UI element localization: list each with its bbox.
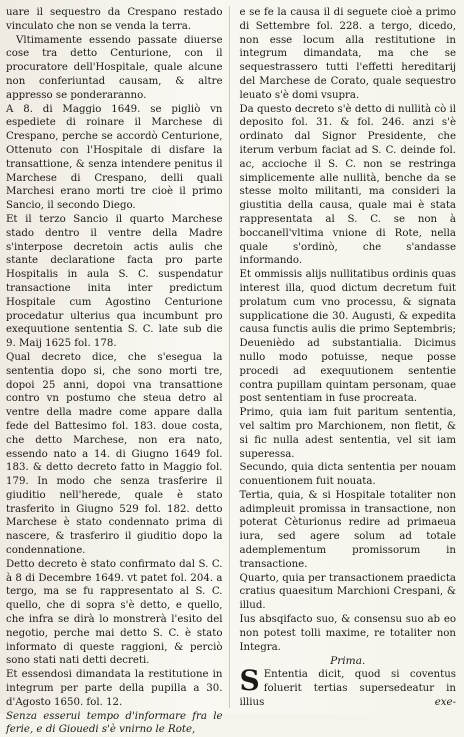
left-paragraph-5: Qual decreto dice, che s'esegua la sententia dopo si, che sono morti tre, dopoi 25 anni, dopoi vna transattione contro vn postumo che steua detro al ventre della madre come appare dalla fede del Battesimo fol. 183. doue costa, che detto Marchese, non era nato, essendo nato a 14. di Giugno 1649 fol. 183. & detto decreto fatto in Maggio fol. 179. In modo che senza trasferire il giuditio nell'herede, quale è stato trasferito in Giugno 529 fol. 182. detto Marchese è stato condennato prima di nascere, & trasferiro il giuditio dopo la condennatione. (6, 351, 223, 557)
left-column (6, 6, 230, 736)
left-paragraph-6: Detto decreto è stato confirmato dal S. C. à 8 di Decembre 1649. vt patet fol. 204. a tergo, ma se fu rappresentato al S. C. quello, che di sopra s'è detto, e quello, che infra se dirà lo monstrerà l'esito del negotio, perche mai detto S. C. è stato informato di queste raggioni, & perciò sono stati nati detti decreti. (6, 558, 223, 667)
left-paragraph-8: Senza esserui tempo d'informare fra le ferie, e di Giouedi s'è vnirno le Rote, (6, 710, 223, 736)
catchword: exe- (434, 697, 456, 708)
right-paragraph-3: Et ommissis alijs nullitatibus ordinis quas interest illa, quod dictum decretum fuit prolatum cum vno processu, & signata supplicatione die 30. Augusti, & expedita causa functis aulis die primo Septembris; Deuenièdo ad substantialia. Dicimus nullo modo potuisse, neque posse procedi ad exequutionem sententie contra pupillam quintam personam, quae post sententiam in fuse procreata. (239, 269, 456, 405)
right-paragraph-5: Secundo, quia dicta sententia per nouam conuentionem fuit nouata. (239, 462, 456, 488)
right-paragraph-1: e se fe la causa il di seguete cioè a primo di Settembre fol. 228. a tergo, dicedo, non esse locum alla restitutione in integrum dimandata, ma che se sequestrassero tutti l'effetti hereditarij del Marchese de Corato, quale sequestro leuato s'è domi vsupra. (239, 7, 456, 101)
left-paragraph-4: Et il terzo Sancio il quarto Marchese stado dentro il ventre della Madre s'interpose decretoin actis aulis che stante declaratione facta pro parte Hospitalis in aula S. C. suspendatur transactione inita inter predictum Hospitale cum Agostino Centurione procedatur ulterius qua incumbunt pro exequutione sententia S. C. late sub die 9. Maij 1625 fol. 178. (6, 213, 223, 350)
left-paragraph-2: Vltimamente essendo passate diuerse cose tra detto Centurione, con il procuratore dell'Hospitale, quale alcune non conferiuntad causam, & altre appresso se ponderaranno. (6, 34, 223, 101)
final-paragraph-text: Ententia dicit, quod si coventus foluerit tertias supersedeatur in illius (239, 669, 456, 709)
section-heading-prima: Prima. (330, 655, 366, 668)
left-paragraph-7: Et essendosi dimandata la restitutione in integrum per parte della pupilla a 30. d'Agosto 1650. fol. 12. (6, 669, 223, 708)
left-paragraph-1: uare il sequestro da Crespano restado vinculato che non se venda la terra. (6, 7, 223, 32)
right-paragraph-2: Da questo decreto s'è detto di nullità cò il deposito fol. 31. & fol. 246. anzi s'è ordinato dal Signor Presidente, che iterum verbum faciat ad S. C. deinde fol. ac, accioche il S. C. non se restringa simplicemente alle nullità, benche da se stesse molto militanti, ma consideri la giustitia della causa, quale mai è stata rappresentata al S. C. se non à boccanell'vltima vnione di Rote, nella quale s'ordinò, che s'andasse informando. (239, 103, 456, 267)
right-paragraph-8: Ius absqifacto suo, & consensu suo ab eo non potest tolli maxime, re totaliter non Integra. (239, 614, 456, 653)
right-paragraph-7: Quarto, quia per transactionem praedicta cratius quaesitum Marchioni Crespani, & illud. (239, 572, 456, 612)
right-column (240, 6, 457, 708)
final-paragraph (239, 664, 457, 709)
right-paragraph-6: Tertia, quia, & si Hospitale totaliter non adimpleuit promissa in transactione, non poterat Cèturionus redire ad primaeua iura, sed agere solum ad totale ademplementum promissorum in transactione. (239, 489, 456, 570)
right-paragraph-4: Primo, quia iam fuit paritum sententia, vel saltim pro Marchionem, non fletit, & si fic nulla adest sententia, vel sit iam superessa. (239, 407, 456, 460)
drop-cap: S (239, 664, 260, 698)
left-paragraph-3: A 8. di Maggio 1649. se pigliò vn espediete di roinare il Marchese di Crespano, perche se accordò Centurione, Ottenuto con l'Hospitale di disfare la transattione, & senza intendere penitus il Marchese di Crespano, delli quali Marchesi erano morti tre cioè il primo Sancio, il secondo Diego. (6, 103, 223, 212)
